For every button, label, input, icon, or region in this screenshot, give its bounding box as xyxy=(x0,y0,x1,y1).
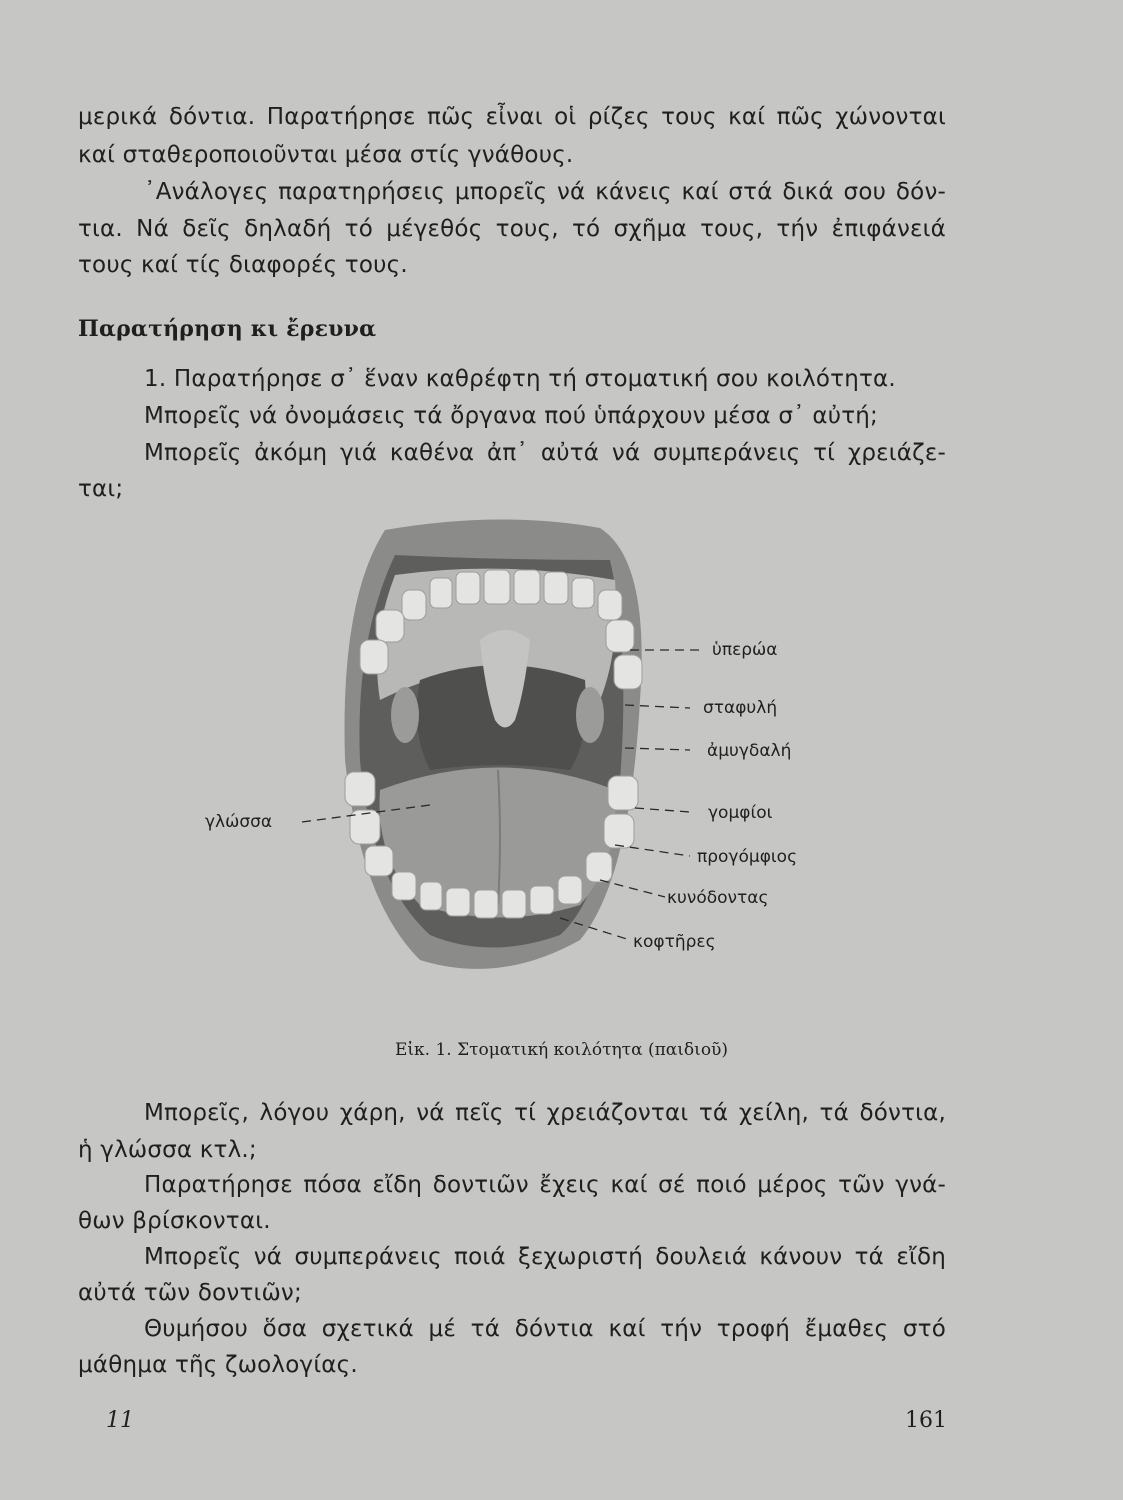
text-line: καί σταθεροποιοῦνται μέσα στίς γνάθους. xyxy=(78,142,574,168)
text-line: θων βρίσκονται. xyxy=(78,1208,271,1234)
label-molars: γομφίοι xyxy=(708,803,773,823)
text-line: τια. Νά δεῖς δηλαδή τό μέγεθός τους, τό σχῆμα τους, τήν ἐπιφάνειά xyxy=(78,216,946,242)
label-tongue: γλώσσα xyxy=(205,812,273,832)
text-line: 1. Παρατήρησε σ᾽ ἕναν καθρέφτη τή στοματική σου κοιλότητα. xyxy=(144,366,896,392)
text-line: ἡ γλώσσα κτλ.; xyxy=(78,1137,257,1163)
text-line: Μπορεῖς ἀκόμη γιά καθένα ἀπ᾽ αὐτά νά συμπεράνεις τί χρειάζε- xyxy=(144,440,946,466)
text-line: ᾽Ανάλογες παρατηρήσεις μπορεῖς νά κάνεις καί στά δικά σου δόν- xyxy=(144,179,946,205)
label-tonsil: ἀμυγδαλή xyxy=(707,741,792,761)
text-line: τους καί τίς διαφορές τους. xyxy=(78,252,408,278)
section-heading: Παρατήρηση κι ἔρευνα xyxy=(78,316,377,342)
text-line: Μπορεῖς, λόγου χάρη, νά πεῖς τί χρειάζονται τά χείλη, τά δόντια, xyxy=(144,1100,946,1126)
text-line: Μπορεῖς νά συμπεράνεις ποιά ξεχωριστή δουλειά κάνουν τά εἴδη xyxy=(144,1244,946,1270)
text-line: Θυμήσου ὅσα σχετικά μέ τά δόντια καί τήν τροφή ἔμαθες στό xyxy=(144,1316,946,1342)
signature-mark: 11 xyxy=(106,1408,134,1433)
tonsil-right xyxy=(576,687,604,743)
text-line: αὐτά τῶν δοντιῶν; xyxy=(78,1280,302,1306)
text-line: Μπορεῖς νά ὀνομάσεις τά ὄργανα πού ὑπάρχουν μέσα σ᾽ αὐτή; xyxy=(144,403,879,429)
tonsil-left xyxy=(391,687,419,743)
label-canine: κυνόδοντας xyxy=(667,888,769,908)
page-number: 161 xyxy=(905,1408,947,1433)
text-line: μάθημα τῆς ζωολογίας. xyxy=(78,1352,358,1378)
text-line: μερικά δόντια. Παρατήρησε πῶς εἶναι οἱ ρίζες τους καί πῶς χώνονται xyxy=(78,104,946,130)
label-uvula: σταφυλή xyxy=(703,698,778,718)
label-incisors: κοφτῆρες xyxy=(633,932,716,952)
leader-molars xyxy=(635,808,690,812)
label-roof: ὑπερώα xyxy=(712,640,778,660)
label-premolar: προγόμφιος xyxy=(697,847,798,867)
text-line: ται; xyxy=(78,476,124,502)
figure-caption: Εἰκ. 1. Στοματική κοιλότητα (παιδιοῦ) xyxy=(394,1040,729,1060)
text-line: Παρατήρησε πόσα εἴδη δοντιῶν ἔχεις καί σέ ποιό μέρος τῶν γνά- xyxy=(144,1172,946,1198)
